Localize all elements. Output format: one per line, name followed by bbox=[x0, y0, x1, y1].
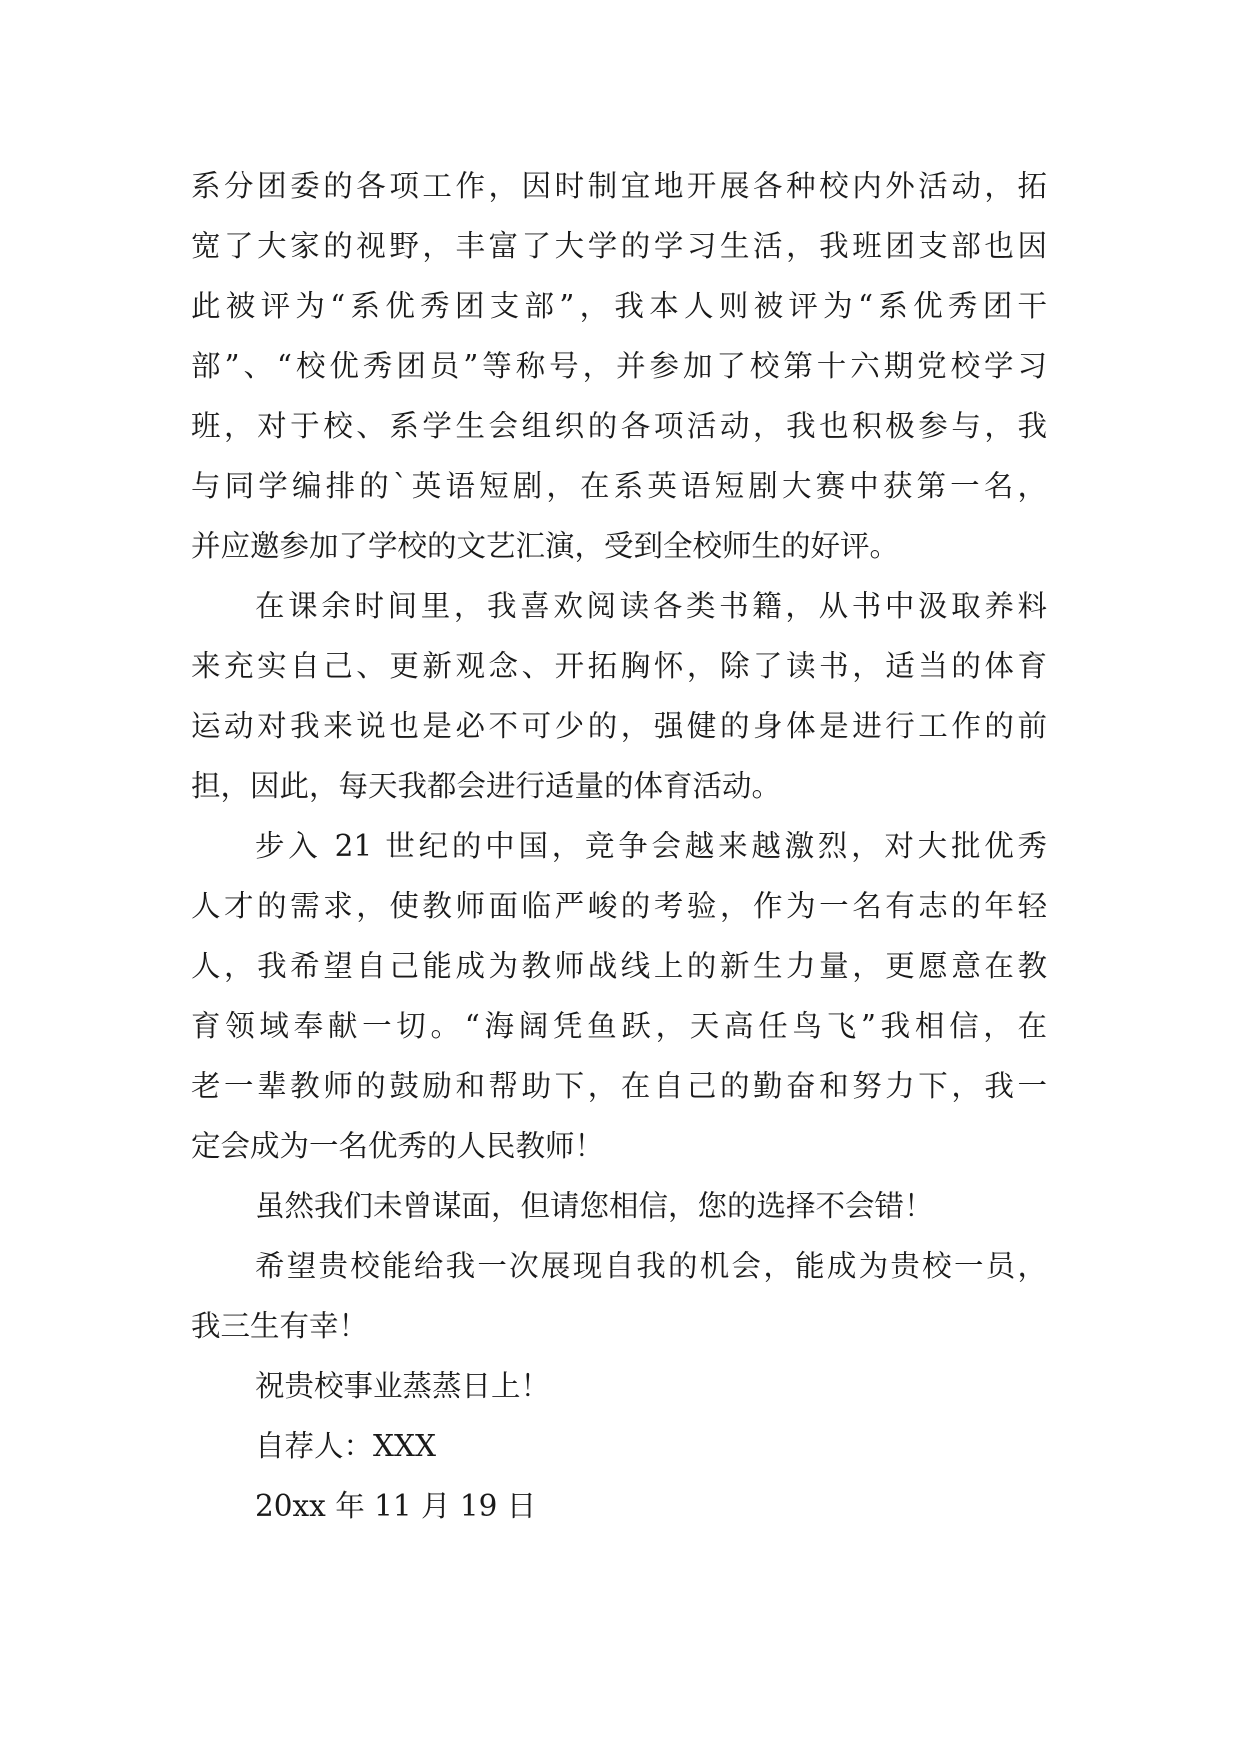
paragraph-2-line-4: 担，因此，每天我都会进行适量的体育活动。 bbox=[191, 769, 782, 803]
signature-recommender: 自荐人：XXX bbox=[255, 1429, 437, 1463]
paragraph-3-line-4: 育领域奉献一切。“海阔凭鱼跃，天高任鸟飞”我相信，在 bbox=[191, 1009, 1047, 1043]
closing-wish: 祝贵校事业蒸蒸日上！ bbox=[255, 1369, 551, 1403]
paragraph-1-line-2: 宽了大家的视野，丰富了大学的学习生活，我班团支部也因 bbox=[191, 229, 1047, 263]
paragraph-2-line-2: 来充实自己、更新观念、开拓胸怀，除了读书，适当的体育 bbox=[191, 649, 1047, 683]
paragraph-5-line-2: 我三生有幸！ bbox=[191, 1309, 369, 1343]
paragraph-1-line-7: 并应邀参加了学校的文艺汇演，受到全校师生的好评。 bbox=[191, 529, 900, 563]
paragraph-3-line-1: 步入 21 世纪的中国，竞争会越来越激烈，对大批优秀 bbox=[255, 829, 1047, 863]
paragraph-3-line-3: 人，我希望自己能成为教师战线上的新生力量，更愿意在教 bbox=[191, 949, 1047, 983]
signature-date: 20xx 年 11 月 19 日 bbox=[255, 1489, 537, 1523]
paragraph-5-line-1: 希望贵校能给我一次展现自我的机会，能成为贵校一员， bbox=[255, 1249, 1047, 1283]
paragraph-4-line-1: 虽然我们未曾谋面，但请您相信，您的选择不会错！ bbox=[255, 1189, 934, 1223]
paragraph-1-line-4: 部”、“校优秀团员”等称号，并参加了校第十六期党校学习 bbox=[191, 349, 1047, 383]
paragraph-3-line-5: 老一辈教师的鼓励和帮助下，在自己的勤奋和努力下，我一 bbox=[191, 1069, 1047, 1103]
paragraph-1-line-6: 与同学编排的`英语短剧，在系英语短剧大赛中获第一名， bbox=[191, 469, 1047, 503]
paragraph-2-line-3: 运动对我来说也是必不可少的，强健的身体是进行工作的前 bbox=[191, 709, 1047, 743]
paragraph-1-line-3: 此被评为“系优秀团支部”，我本人则被评为“系优秀团干 bbox=[191, 289, 1047, 323]
paragraph-3-line-6: 定会成为一名优秀的人民教师！ bbox=[191, 1129, 605, 1163]
paragraph-2-line-1: 在课余时间里，我喜欢阅读各类书籍，从书中汲取养料 bbox=[255, 589, 1047, 623]
paragraph-1-line-1: 系分团委的各项工作，因时制宜地开展各种校内外活动，拓 bbox=[191, 169, 1047, 203]
paragraph-1-line-5: 班，对于校、系学生会组织的各项活动，我也积极参与，我 bbox=[191, 409, 1047, 443]
paragraph-3-line-2: 人才的需求，使教师面临严峻的考验，作为一名有志的年轻 bbox=[191, 889, 1047, 923]
